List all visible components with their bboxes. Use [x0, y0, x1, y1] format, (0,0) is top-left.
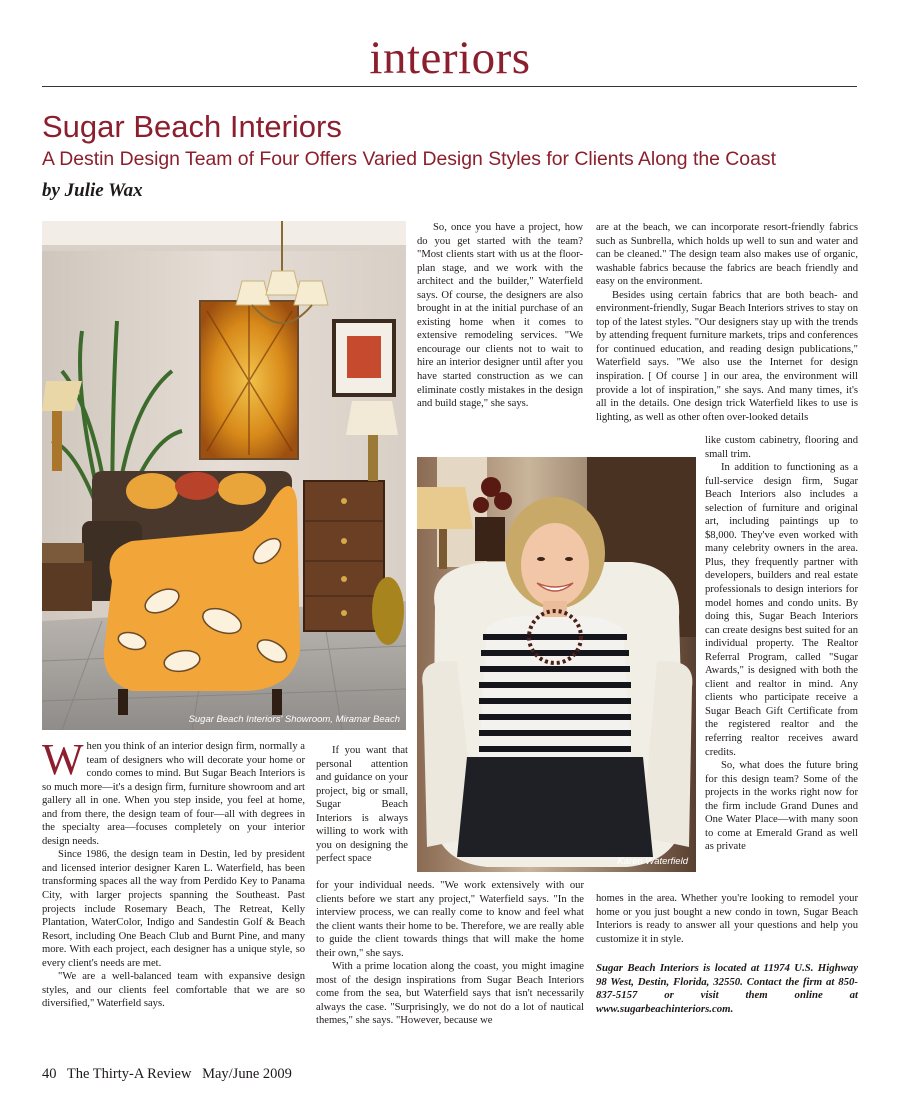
- column-1: [42, 735, 305, 1011]
- publication-name: The Thirty-A Review: [66, 1066, 192, 1082]
- col2-paragraph-2: If you want that personal attention and guidance on your project, big or small, Sugar Beach Interiors is always willing to work with you on designing the perfect space: [316, 745, 408, 865]
- portrait-photo: [417, 457, 696, 872]
- col3-paragraph-4: So, what does the future bring for this design team? Some of the projects in the works right now for the firm include Grand Dunes and One Water Place—with many soon to come at Emerald Grand as well as private: [705, 760, 858, 853]
- col3-paragraph-4-cont: homes in the area. Whether you're looking to remodel your home or you just bought a new condo in town, Sugar Beach Interiors is ready to answer all your questions and help you customize it in style.: [596, 893, 858, 945]
- page-number: 40: [42, 1066, 57, 1082]
- showroom-caption: Sugar Beach Interiors' Showroom, Miramar Beach: [188, 714, 400, 725]
- header-rule: [42, 86, 857, 87]
- col2-paragraph-2-cont: for your individual needs. "We work extensively with our clients before we start any project," Waterfield says. "In the interview process, we can really come to know and feel what the client wants their home to be. Therefore, we are really able to guide the client towards things that will make the home their own," she says.: [316, 880, 584, 959]
- col2-paragraph-1: So, once you have a project, how do you get started with the team? "Most clients start with us at the floor-plan stage, and we work with the architect and the builder," Waterfield says. Of course, the designers are also brought in at the initial purchase of an existing home when it comes to extensive remodeling services. "We encourage our clients not to wait to hire an interior designer until after you have started construction as we can eliminate costly mistakes in the design and build stage," she says.: [417, 222, 583, 410]
- byline: by Julie Wax: [42, 180, 143, 201]
- section-heading: interiors: [369, 32, 531, 84]
- showroom-illustration: [42, 221, 406, 730]
- column-2-bottom: [316, 879, 584, 1028]
- article-title: Sugar Beach Interiors: [42, 109, 342, 144]
- paragraph-2: Since 1986, the design team in Destin, led by president and licensed interior designer Karen L. Waterfield, has been transforming spaces all the way from Perdido Key to Panama City, with larger projects spanning the Southeast. Past projects include Rosemary Beach, The Retreat, Kelly Plantation, WaterColor, Indigo and Sandestin Golf & Beach Resort, including One Beach Club and Burnt Pine, and many more. With each project, each designer has a unique style, so every client's needs are met.: [42, 849, 305, 969]
- showroom-photo: [42, 221, 406, 730]
- col3-paragraph-2: Besides using certain fabrics that are both beach- and environment-friendly, Sugar Beach Interiors strives to stay on top of the latest styles. "Our designers stay up with the trends by attending frequent furniture markets, trips and conferences for continued education, and reading design publications," Waterfield says. "We also use the Internet for design inspiration. [ Of course ] in our area, the environment will provide a lot of inspiration," she says. And many times, it's all in the details. One design trick Waterfield likes to use is lighting, as well as other often over-looked details: [596, 289, 858, 423]
- column-2-narrow: [316, 744, 408, 866]
- col3-paragraph-2-end: like custom cabinetry, flooring and small trim.: [705, 435, 858, 460]
- col2-paragraph-3: With a prime location along the coast, you might imagine most of the design inspirations from Sugar Beach Interiors come from the sea, but Waterfield says that isn't necessarily always the case. "Surprisingly, we do not do a lot of nautical themes," she says. "However, because we: [316, 961, 584, 1027]
- issue-date: May/June 2009: [202, 1066, 292, 1082]
- column-2-top: [417, 221, 583, 411]
- drop-cap: W: [42, 735, 84, 784]
- paragraph-1: [42, 735, 305, 848]
- article-subtitle: A Destin Design Team of Four Offers Varied Design Styles for Clients Along the Coast: [42, 148, 776, 170]
- col3-paragraph-3: In addition to functioning as a full-service design firm, Sugar Beach Interiors also includes a selection of furniture and original art, including paintings up to $8,000. They've even worked with many celebrity owners in the area. Plus, they frequently partner with developers, builders and real estate professionals to design interiors for model homes and condo units. By doing this, Sugar Beach Interiors can create designs best suited for an individual property. The Realtor Referral Program, called "Sugar Awards," is designed with both the client and realtor in mind. Any clients who participate receive a Sugar Beach Gift Certificate from the registered realtor and the referring realtor receives award credits.: [705, 462, 858, 758]
- column-3-bottom: [596, 892, 858, 946]
- column-3-narrow: [705, 434, 858, 854]
- column-3-top: [596, 221, 858, 424]
- page-footer: [42, 1066, 299, 1083]
- paragraph-3: "We are a well-balanced team with expansive design styles, and our clients feel comfortable that we are so diversified," Waterfield says.: [42, 971, 305, 1010]
- portrait-caption: Karen Waterfield: [617, 856, 688, 867]
- contact-info: Sugar Beach Interiors is located at 11974 U.S. Highway 98 West, Destin, Florida, 32550. Contact the firm at 850-837-5157 or visit them online at www.sugarbeachinteriors.com.: [596, 962, 858, 1015]
- col3-paragraph-1: are at the beach, we can incorporate resort-friendly fabrics such as Sunbrella, which holds up well to sun and water and can be cleaned." The design team also makes use of organic, washable fabrics because the fabrics are beach friendly and easy on the environment.: [596, 222, 858, 288]
- paragraph-1-text: hen you think of an interior design firm, normally a team of designers who will decorate your home or condo comes to mind. But Sugar Beach Interiors is so much more—it's a design firm, furniture showroom and art gallery all in one. When you step inside, you feel at home, and from there, the design team of four—all with degrees in the specialty area—focuses completely on your interior design needs.: [42, 741, 305, 847]
- portrait-illustration: [417, 457, 696, 872]
